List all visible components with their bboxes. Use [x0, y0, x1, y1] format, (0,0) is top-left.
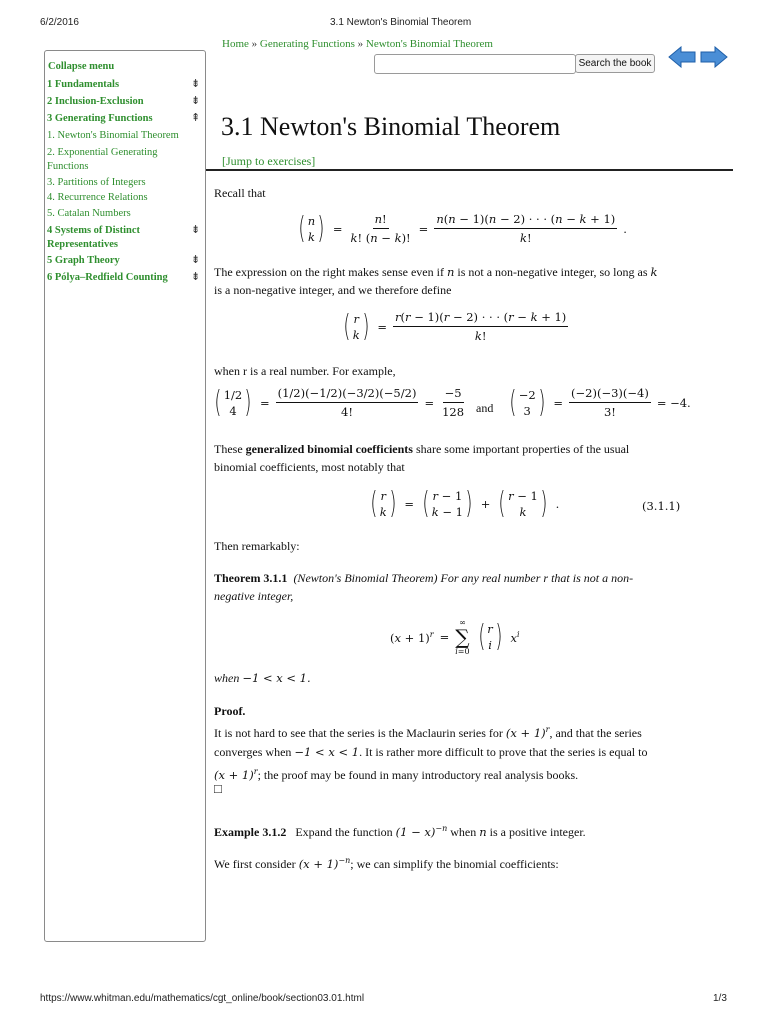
breadcrumb: [222, 38, 493, 50]
generalized-binomial-definition: ( r k ) = $\frac{r(r - 1)(r - 2) \cdot \cdot \cdot (r - k + 1)}{k!}$: [343, 308, 567, 344]
search-input[interactable]: [374, 54, 576, 74]
sidebar-subitem-newtons-binomial[interactable]: 1. Newton's Binomial Theorem: [47, 130, 179, 141]
sidebar-item-inclusion-exclusion[interactable]: 2 Inclusion-Exclusion: [47, 96, 144, 107]
expand-icon[interactable]: ⇟: [191, 78, 201, 90]
theorem-statement: Theorem 3.1.1 (Newton's Binomial Theorem) For any real number r that is not a non- negative integer,: [214, 571, 634, 603]
print-title: 3.1 Newton's Binomial Theorem: [330, 17, 472, 28]
sidebar-subitem-partitions[interactable]: 3. Partitions of Integers: [47, 177, 146, 188]
collapse-icon[interactable]: ⇞: [191, 112, 201, 124]
footer-page-number: 1/3: [713, 993, 727, 1004]
binomial-definition-equation: ( n k ) = $\frac{n!}{k! (n - k)!}$ = $\frac{n(n - 1)(n - 2) \cdot \cdot \cdot (n - k + 1)}{k!}$ .: [298, 210, 627, 246]
expand-icon[interactable]: ⇟: [191, 271, 201, 283]
proof-label: Proof.: [214, 704, 246, 718]
footer-url: https://www.whitman.edu/mathematics/cgt_online/book/section03.01.html: [40, 993, 365, 1004]
sidebar-item-graph-theory[interactable]: 5 Graph Theory: [47, 255, 120, 266]
equation-number: (3.1.1): [642, 499, 681, 513]
expand-icon[interactable]: ⇟: [191, 224, 201, 236]
example-statement: Example 3.1.2 Expand the function $(1 - x)^{-n}$ when n is a positive integer.: [214, 824, 586, 839]
sidebar-subitem-exponential[interactable]: 2. Exponential Generating Functions: [47, 147, 158, 172]
breadcrumb-section[interactable]: Generating Functions: [259, 38, 355, 50]
title-rule: [206, 169, 733, 171]
recall-text: Recall that: [214, 186, 266, 200]
pascal-identity-equation: ( r k ) = ( r − 1 k − 1 ) + ( r − 1 k ) .: [370, 486, 560, 521]
example-label: Example 3.1.2: [214, 825, 287, 839]
breadcrumb-separator: »: [357, 38, 364, 50]
next-arrow-icon[interactable]: [700, 46, 728, 68]
qed-symbol: □: [214, 781, 222, 796]
theorem-label: Theorem 3.1.1: [214, 571, 288, 585]
convergence-range-text: when −1 < x < 1.: [214, 671, 311, 685]
sidebar-subitem-catalan[interactable]: 5. Catalan Numbers: [47, 208, 131, 219]
previous-arrow-icon[interactable]: [668, 46, 696, 68]
example-neg2-binomial: ( −2 3 ) = $\frac{(-2)(-3)(-4)}{3!}$ = −4.: [509, 384, 691, 420]
print-date: 6/2/2016: [40, 17, 79, 28]
jump-to-exercises-link[interactable]: [Jump to exercises]: [222, 154, 316, 168]
sidebar-item-systems-distinct-reps[interactable]: 4 Systems of Distinct Representatives: [47, 225, 141, 250]
breadcrumb-current[interactable]: Newton's Binomial Theorem: [365, 38, 493, 50]
page-title: 3.1 Newton's Binomial Theorem: [221, 112, 561, 141]
expand-icon[interactable]: ⇟: [191, 95, 201, 107]
sidebar-item-fundamentals[interactable]: 1 Fundamentals: [47, 79, 120, 90]
breadcrumb-separator: »: [251, 38, 258, 50]
binomial-theorem-equation: $(x + 1)^r$ = ∞ ∑ i=0 ( r i ) $x^i$: [390, 618, 520, 656]
sidebar-item-generating-functions[interactable]: 3 Generating Functions: [47, 113, 153, 124]
sidebar-item-polya-redfield[interactable]: 6 Pólya–Redfield Counting: [47, 272, 168, 283]
proof-paragraph: It is not hard to see that the series is the Maclaurin series for $(x + 1)^r$, and that the series converges when −1 < x < 1. It is rather more difficult to prove that the series is equal to $(x + 1)^r$; the proof may be found in many introductory real analysis books.: [214, 725, 648, 782]
then-remarkably-text: Then remarkably:: [214, 539, 300, 553]
search-button[interactable]: Search the book: [575, 54, 655, 73]
expand-icon[interactable]: ⇟: [191, 254, 201, 266]
generalized-coefficients-paragraph: These generalized binomial coefficients share some important properties of the usual binomial coefficients, most notably that: [214, 442, 630, 474]
sidebar-subitem-recurrence[interactable]: 4. Recurrence Relations: [47, 192, 148, 203]
and-word: and: [476, 401, 494, 415]
collapse-menu-link[interactable]: Collapse menu: [48, 61, 115, 72]
first-consider-paragraph: We first consider $(x + 1)^{-n}$; we can simplify the binomial coefficients:: [214, 856, 559, 871]
example-half-binomial: ( 1/2 4 ) = $\frac{(1/2)(-1/2)(-3/2)(-5/2)}{4!}$ = $\frac{-5}{128}$: [214, 384, 465, 420]
when-r-real-text: when r is a real number. For example,: [214, 364, 396, 378]
expression-paragraph: The expression on the right makes sense even if n is not a non-negative integer, so long as k is a non-negative integer, and we therefore define: [214, 265, 658, 297]
breadcrumb-home[interactable]: Home: [222, 38, 249, 50]
